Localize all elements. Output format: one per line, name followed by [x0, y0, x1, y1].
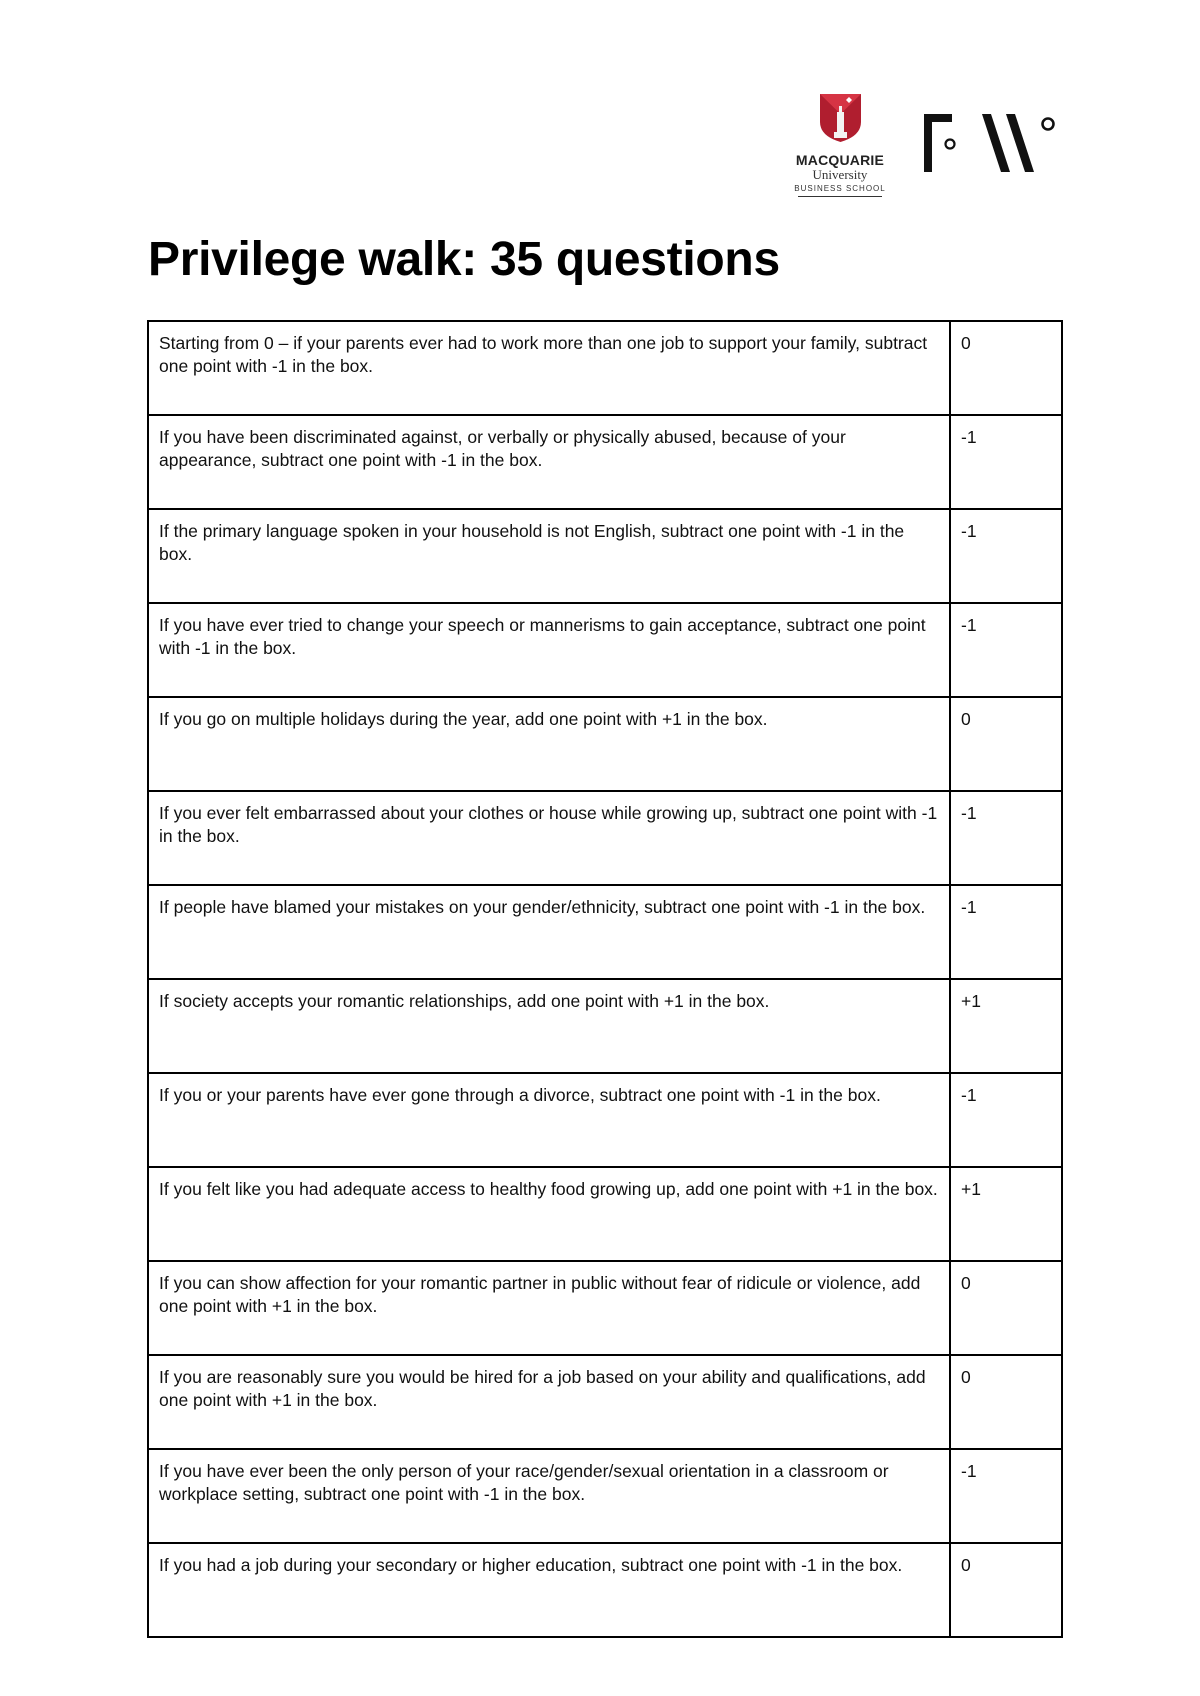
- table-row: [148, 321, 1062, 415]
- table-row: [148, 415, 1062, 509]
- question-text: If you felt like you had adequate access to healthy food growing up, add one point with +1 in the box.: [148, 1167, 950, 1261]
- question-text: If the primary language spoken in your household is not English, subtract one point with -1 in the box.: [148, 509, 950, 603]
- macquarie-shield-icon: [818, 92, 863, 144]
- macquarie-logo-name: MACQUARIE: [795, 152, 885, 168]
- score-cell[interactable]: -1: [950, 415, 1062, 509]
- question-text: If you have been discriminated against, or verbally or physically abused, because of your appearance, subtract one point with -1 in the box.: [148, 415, 950, 509]
- question-text: If society accepts your romantic relationships, add one point with +1 in the box.: [148, 979, 950, 1073]
- question-text: If people have blamed your mistakes on your gender/ethnicity, subtract one point with -1 in the box.: [148, 885, 950, 979]
- table-row: [148, 979, 1062, 1073]
- score-cell[interactable]: 0: [950, 1543, 1062, 1637]
- table-row: [148, 603, 1062, 697]
- question-text: Starting from 0 – if your parents ever had to work more than one job to support your family, subtract one point with -1 in the box.: [148, 321, 950, 415]
- score-cell[interactable]: +1: [950, 1167, 1062, 1261]
- table-row: [148, 697, 1062, 791]
- score-cell[interactable]: -1: [950, 885, 1062, 979]
- macquarie-logo-sub: University: [812, 167, 868, 182]
- question-text: If you or your parents have ever gone through a divorce, subtract one point with -1 in the box.: [148, 1073, 950, 1167]
- question-text: If you have ever tried to change your speech or mannerisms to gain acceptance, subtract one point with -1 in the box.: [148, 603, 950, 697]
- table-row: [148, 1261, 1062, 1355]
- macquarie-logo-school: BUSINESS SCHOOL: [794, 184, 886, 193]
- logo-divider: [798, 196, 882, 197]
- table-row: [148, 885, 1062, 979]
- table-row: [148, 1167, 1062, 1261]
- table-row: [148, 791, 1062, 885]
- score-cell[interactable]: -1: [950, 603, 1062, 697]
- score-cell[interactable]: -1: [950, 791, 1062, 885]
- score-cell[interactable]: 0: [950, 321, 1062, 415]
- question-text: If you are reasonably sure you would be hired for a job based on your ability and qualifications, add one point with +1 in the box.: [148, 1355, 950, 1449]
- score-cell[interactable]: 0: [950, 697, 1062, 791]
- table-row: [148, 1449, 1062, 1543]
- score-cell[interactable]: +1: [950, 979, 1062, 1073]
- score-cell[interactable]: -1: [950, 1073, 1062, 1167]
- score-cell[interactable]: 0: [950, 1261, 1062, 1355]
- macquarie-logo: [790, 92, 890, 207]
- score-cell[interactable]: -1: [950, 1449, 1062, 1543]
- page-title: Privilege walk: 35 questions: [148, 233, 780, 286]
- question-text: If you can show affection for your romantic partner in public without fear of ridicule or violence, add one point with +1 in the box.: [148, 1261, 950, 1355]
- table-row: [148, 1073, 1062, 1167]
- header-logos: [790, 92, 1060, 207]
- score-cell[interactable]: -1: [950, 509, 1062, 603]
- question-text: If you ever felt embarrassed about your clothes or house while growing up, subtract one point with -1 in the box.: [148, 791, 950, 885]
- score-cell[interactable]: 0: [950, 1355, 1062, 1449]
- table-row: [148, 1543, 1062, 1637]
- question-text: If you have ever been the only person of your race/gender/sexual orientation in a classroom or workplace setting, subtract one point with -1 in the box.: [148, 1449, 950, 1543]
- table-row: [148, 509, 1062, 603]
- questions-table: [147, 320, 1063, 1638]
- fw-logo-icon: [920, 112, 1060, 182]
- table-row: [148, 1355, 1062, 1449]
- question-text: If you go on multiple holidays during the year, add one point with +1 in the box.: [148, 697, 950, 791]
- question-text: If you had a job during your secondary or higher education, subtract one point with -1 in the box.: [148, 1543, 950, 1637]
